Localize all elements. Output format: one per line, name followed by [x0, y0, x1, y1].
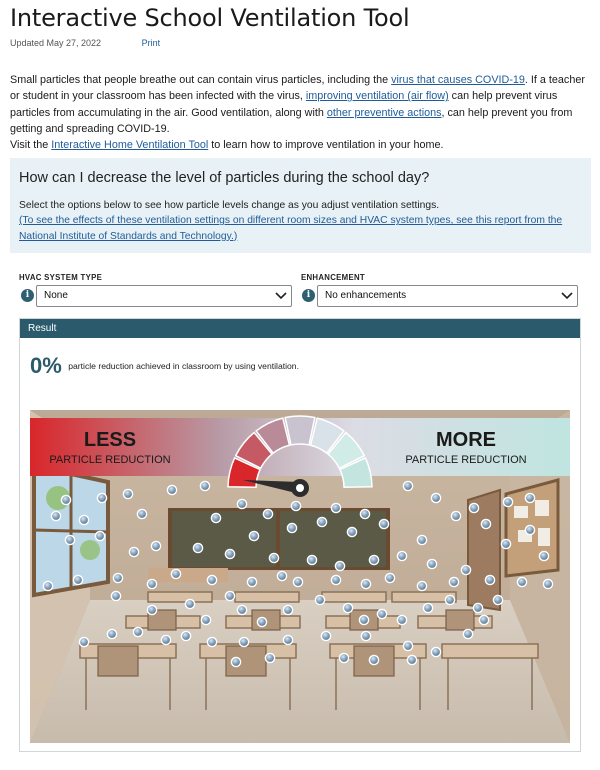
- virus-particle: [379, 519, 388, 528]
- virus-particle: [225, 591, 234, 600]
- virus-particle: [287, 523, 296, 532]
- virus-particle: [423, 603, 432, 612]
- virus-particle: [200, 481, 209, 490]
- result-panel: [19, 318, 581, 752]
- virus-particle: [283, 635, 292, 644]
- virus-particle: [207, 637, 216, 646]
- virus-particle: [181, 631, 190, 640]
- virus-particle: [539, 551, 548, 560]
- virus-particle: [265, 653, 274, 662]
- virus-particle: [321, 631, 330, 640]
- virus-particle: [377, 609, 386, 618]
- virus-particle: [133, 627, 142, 636]
- virus-particle: [257, 617, 266, 626]
- more-subtitle: PARTICLE REDUCTION: [405, 454, 527, 466]
- nist-report-link[interactable]: (To see the effects of these ventilation settings on different room sizes and HVAC system types, see this report from the National Institute of Standards and Technology.): [19, 215, 563, 242]
- virus-particle: [269, 553, 278, 562]
- intro-text-4: , can help prevent you from getting and spreading COVID-19.: [10, 106, 573, 135]
- callout-description: [19, 198, 579, 244]
- virus-particle: [501, 539, 510, 548]
- reduction-text: particle reduction achieved in classroom by using ventilation.: [68, 361, 299, 371]
- classroom-window: [34, 466, 108, 595]
- virus-particle: [237, 605, 246, 614]
- virus-particle: [293, 577, 302, 586]
- virus-particle: [343, 603, 352, 612]
- virus-particle: [403, 641, 412, 650]
- virus-particle: [151, 541, 160, 550]
- virus-particle: [307, 555, 316, 564]
- virus-particle: [277, 571, 286, 580]
- callout-text: Select the options below to see how particle levels change as you adjust ventilation settings.: [19, 200, 440, 211]
- virus-particle: [417, 535, 426, 544]
- virus-particle: [397, 551, 406, 560]
- virus-particle: [193, 543, 202, 552]
- gauge-hub-center: [296, 484, 304, 492]
- enhancement-select-value: No enhancements: [325, 290, 407, 301]
- virus-particle: [407, 655, 416, 664]
- virus-particle: [543, 579, 552, 588]
- virus-particle: [65, 535, 74, 544]
- virus-particle: [331, 575, 340, 584]
- virus-particle: [43, 581, 52, 590]
- virus-particle: [51, 511, 60, 520]
- virus-particle: [247, 577, 256, 586]
- virus-particle: [249, 531, 258, 540]
- page-meta: [10, 38, 160, 48]
- virus-particle: [291, 501, 300, 510]
- updated-date: Updated May 27, 2022: [10, 38, 102, 48]
- preventive-actions-link[interactable]: other preventive actions: [326, 106, 442, 119]
- enhancement-label: ENHANCEMENT: [301, 273, 365, 282]
- virus-particle: [207, 575, 216, 584]
- virus-particle: [79, 515, 88, 524]
- hvac-select[interactable]: [36, 285, 292, 307]
- virus-particle: [469, 503, 478, 512]
- less-title: LESS: [83, 429, 137, 451]
- virus-particle: [369, 555, 378, 564]
- home-ventilation-tool-link[interactable]: Interactive Home Ventilation Tool: [51, 139, 209, 152]
- virus-particle: [417, 581, 426, 590]
- intro-text-3: can help prevent virus particles from accumulating in the air. Good ventilation, along with: [10, 90, 558, 119]
- intro-text-6: to learn how to improve ventilation in your home.: [208, 139, 444, 152]
- intro-text-5: Visit the: [10, 139, 52, 152]
- virus-particle: [473, 603, 482, 612]
- virus-particle: [137, 509, 146, 518]
- chalkboard: [168, 508, 390, 570]
- virus-particle: [403, 481, 412, 490]
- virus-particle: [451, 511, 460, 520]
- virus-particle: [317, 517, 326, 526]
- virus-particle: [171, 569, 180, 578]
- intro-text: [10, 72, 595, 153]
- virus-particle: [111, 591, 120, 600]
- virus-particle: [113, 573, 122, 582]
- virus-particle: [335, 561, 344, 570]
- virus-particle: [283, 605, 292, 614]
- virus-particle: [331, 503, 340, 512]
- virus-particle: [463, 629, 472, 638]
- virus-particle: [427, 559, 436, 568]
- virus-particle: [161, 635, 170, 644]
- virus-particle: [97, 493, 106, 502]
- virus-particle: [361, 631, 370, 640]
- virus-particle: [517, 577, 526, 586]
- virus-particle: [339, 653, 348, 662]
- virus-particle: [315, 595, 324, 604]
- classroom-illustration: [30, 410, 570, 743]
- hvac-select-value: None: [44, 290, 68, 301]
- virus-particle: [107, 629, 116, 638]
- instructions-callout: [10, 158, 591, 253]
- chevron-down-icon: [561, 291, 573, 301]
- virus-particle: [479, 615, 488, 624]
- intro-home-tool: [10, 137, 595, 153]
- virus-particle: [61, 495, 70, 504]
- intro-text-1: Small particles that people breathe out can contain virus particles, including the: [10, 74, 392, 86]
- virus-particle: [239, 637, 248, 646]
- virus-particle: [167, 485, 176, 494]
- virus-particle: [225, 549, 234, 558]
- page-title: Interactive School Ventilation Tool: [10, 4, 410, 32]
- gauge-segment: [285, 416, 315, 445]
- callout-heading: How can I decrease the level of particles during the school day?: [19, 170, 430, 186]
- intro-paragraph: [10, 72, 595, 137]
- virus-particle: [445, 595, 454, 604]
- virus-particle: [361, 579, 370, 588]
- virus-particle: [369, 655, 378, 664]
- result-header: Result: [20, 319, 580, 338]
- virus-particle: [211, 513, 220, 522]
- virus-covid-link[interactable]: virus that causes COVID-19: [391, 74, 525, 86]
- virus-particle: [397, 615, 406, 624]
- virus-particle: [493, 595, 502, 604]
- enhancement-info-icon[interactable]: i: [302, 289, 315, 302]
- virus-particle: [263, 509, 272, 518]
- virus-particle: [73, 575, 82, 584]
- reduction-stat: [30, 353, 299, 379]
- improving-ventilation-link[interactable]: improving ventilation (air flow): [305, 90, 449, 103]
- virus-particle: [347, 527, 356, 536]
- virus-particle: [129, 547, 138, 556]
- print-link[interactable]: Print: [141, 38, 161, 48]
- virus-particle: [485, 575, 494, 584]
- virus-particle: [431, 493, 440, 502]
- hvac-label: HVAC SYSTEM TYPE: [19, 273, 103, 282]
- more-title: MORE: [436, 429, 496, 451]
- enhancement-select[interactable]: [317, 285, 578, 307]
- hvac-info-icon[interactable]: i: [21, 289, 34, 302]
- virus-particle: [503, 497, 512, 506]
- virus-particle: [123, 489, 132, 498]
- virus-particle: [359, 615, 368, 624]
- virus-particle: [147, 605, 156, 614]
- chevron-down-icon: [275, 291, 287, 301]
- virus-particle: [360, 509, 369, 518]
- reduction-percent: 0%: [30, 353, 62, 378]
- intro-text-2: . If a teacher or student in your classroom has been infected with the virus,: [10, 74, 585, 103]
- virus-particle: [525, 525, 534, 534]
- virus-particle: [385, 573, 394, 582]
- virus-particle: [201, 615, 210, 624]
- virus-particle: [431, 647, 440, 656]
- virus-particle: [231, 657, 240, 666]
- virus-particle: [147, 579, 156, 588]
- virus-particle: [237, 499, 246, 508]
- virus-particle: [449, 577, 458, 586]
- virus-particle: [95, 531, 104, 540]
- virus-particle: [461, 565, 470, 574]
- less-subtitle: PARTICLE REDUCTION: [49, 454, 171, 466]
- virus-particle: [79, 637, 88, 646]
- virus-particle: [525, 493, 534, 502]
- virus-particle: [481, 519, 490, 528]
- virus-particle: [185, 599, 194, 608]
